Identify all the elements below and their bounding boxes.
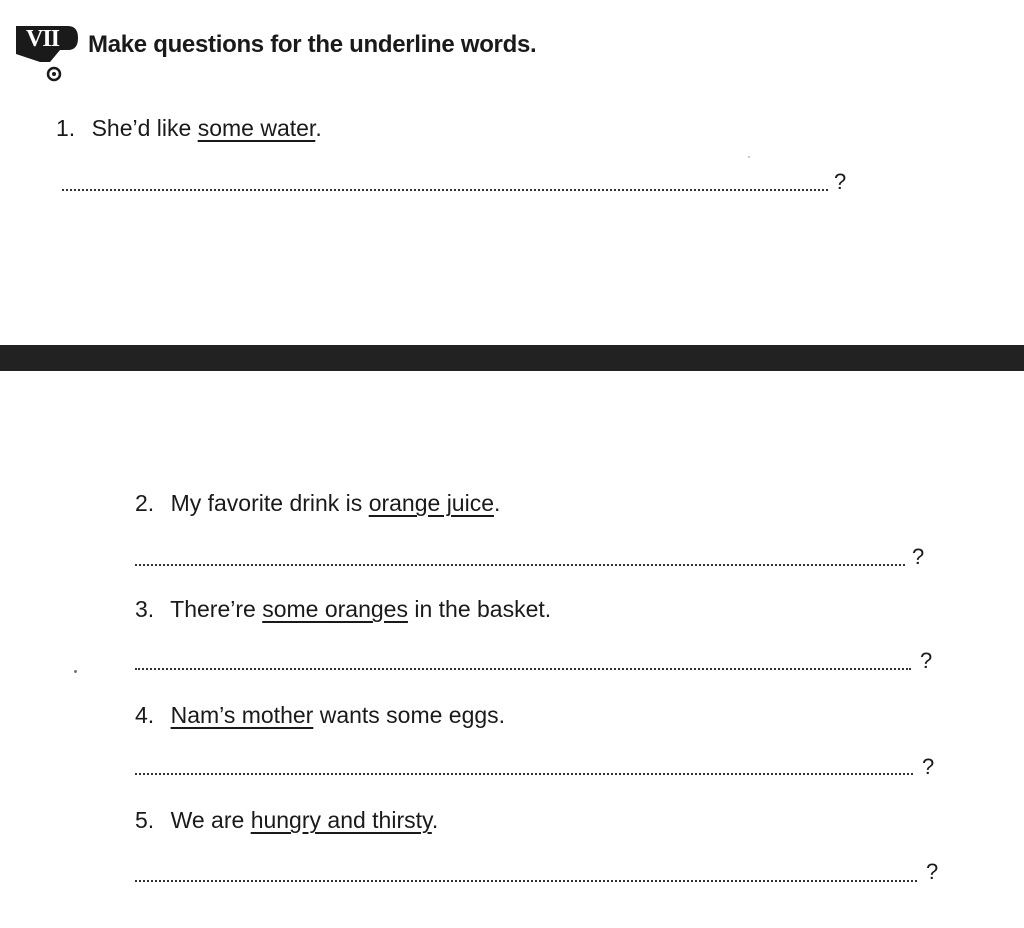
answer-line-3[interactable] (135, 668, 911, 670)
answer-line-2[interactable] (135, 564, 905, 566)
question-3 (135, 594, 551, 624)
answer-line-5[interactable] (135, 880, 917, 882)
question-text-after: wants some eggs. (313, 702, 506, 728)
question-text-after: . (494, 490, 501, 516)
question-5 (135, 805, 438, 835)
answer-question-mark: ? (912, 544, 925, 569)
question-4 (135, 700, 505, 730)
question-number: 5. (135, 807, 155, 833)
page-divider (0, 345, 1024, 371)
question-text-after: in the basket. (407, 596, 552, 622)
answer-question-mark: ? (926, 859, 939, 884)
question-text-before: We are (170, 807, 251, 833)
answer-question-mark: ? (834, 169, 847, 194)
underlined-words: Nam’s mother (170, 702, 314, 728)
question-text-before: She’d like (91, 115, 198, 141)
section-number: VII (26, 26, 60, 52)
question-number: 2. (135, 490, 155, 516)
question-text-after: . (315, 115, 322, 141)
question-text-before: My favorite drink is (170, 490, 369, 516)
answer-question-mark: ? (920, 648, 933, 673)
question-2 (135, 488, 500, 518)
scan-speck (748, 156, 750, 158)
underlined-words: orange juice (368, 490, 494, 516)
question-number: 1. (56, 115, 76, 141)
underlined-words: some oranges (262, 596, 408, 622)
question-1 (56, 113, 322, 143)
answer-line-1[interactable] (62, 189, 828, 191)
question-text-after: . (431, 807, 439, 833)
answer-line-4[interactable] (135, 773, 913, 775)
question-number: 3. (135, 596, 155, 622)
question-number: 4. (135, 702, 155, 728)
scan-speck (74, 670, 77, 673)
answer-question-mark: ? (922, 754, 935, 779)
underlined-words: hungry and thirsty (250, 807, 432, 833)
question-text-before: There’re (170, 596, 263, 622)
underlined-words: some water (197, 115, 316, 141)
section-instruction: Make questions for the underline words. (88, 31, 537, 58)
